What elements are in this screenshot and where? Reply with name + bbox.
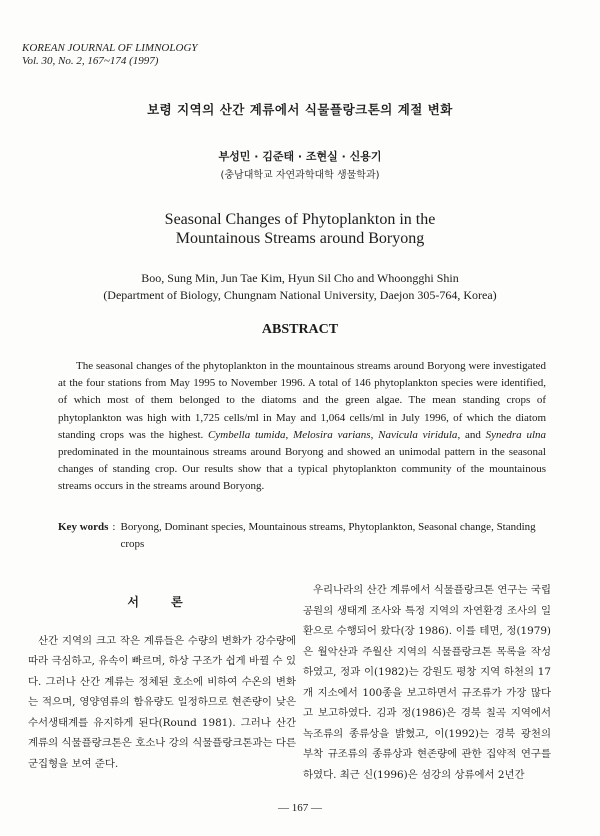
body-left-column	[28, 578, 296, 774]
english-authors: Boo, Sung Min, Jun Tae Kim, Hyun Sil Cho and Whoongghi Shin	[141, 271, 459, 285]
species-name: Synedra ulna	[485, 428, 547, 441]
abstract-body	[58, 358, 546, 496]
keywords-label: Key words	[58, 521, 109, 533]
keywords-separator: :	[112, 521, 116, 533]
english-affiliation: (Department of Biology, Chungnam National University, Daejon 305-764, Korea)	[103, 288, 497, 302]
english-title	[0, 210, 600, 248]
journal-volume: Vol. 30, No. 2, 167~174 (1997)	[22, 55, 159, 67]
korean-authors: 부성민 · 김준태 · 조현실 · 신용기	[218, 150, 382, 163]
body-paragraph: 산간 지역의 크고 작은 계류들은 수량의 변화가 강수량에 따라 극심하고, 유속이 빠르며, 하상 구조가 쉽게 바뀔 수 있다. 그러나 산간 계류는 정체된 호소에 비하여 수온의 변화는 적으며, 영양염류의 함유량도 일정하므로 현존량이 낮은 수서생태계를 유지하게 된다(Round 1981). 그러나 산간 계류의 식물플랑크톤은 호소나 강의 식물플랑크톤과는 다른 군집형을 보여 준다.	[28, 634, 296, 770]
abstract-heading: ABSTRACT	[261, 322, 339, 337]
abstract-conjunction: and	[464, 428, 481, 441]
species-name: Cymbella tumida	[208, 428, 286, 441]
keywords-text: Boryong, Dominant species, Mountainous streams, Phytoplankton, Seasonal change, Standing crops	[120, 521, 536, 550]
body-paragraph: 우리나라의 산간 계류에서 식물플랑크톤 연구는 국립공원의 생태계 조사와 특정 지역의 자연환경 조사의 일환으로 수행되어 왔다(장 1986). 이를 테면, 정(1979)은 월악산과 주월산 지역의 식물플랑크톤 목록을 작성하였고, 정과 이(1982)는 강원도 평창 지역 하천의 17개 지소에서 100종을 보고하면서 규조류가 가장 많다고 보고하였다. 김과 정(1986)은 경북 칠곡 지역에서 녹조류의 종류상을 밝혔고, 이(1992)는 경북 광천의 부착 규조류의 종류상과 현존량에 관한 집약적 연구를 하였다. 최근 신(1996)은 섬강의 상류에서 2년간	[303, 584, 551, 781]
species-name: Melosira varians	[293, 428, 371, 441]
keywords	[58, 519, 546, 553]
section-heading-introduction: 서 론	[127, 595, 197, 609]
english-title-line1: Seasonal Changes of Phytoplankton in the	[164, 211, 436, 228]
korean-affiliation: (충남대학교 자연과학대학 생물학과)	[220, 170, 380, 181]
english-title-line2: Mountainous Streams around Boryong	[175, 230, 425, 247]
korean-title: 보령 지역의 산간 계류에서 식물플랑크톤의 계절 변화	[147, 102, 453, 117]
body-right-column	[303, 580, 551, 785]
abstract-text-part2: predominated in the mountainous streams around Boryong and showed an unimodal pattern in the seasonal changes of standing crop. Our results show that a typical phytoplankton community of the mountainous streams occurs in the streams around Boryong.	[58, 446, 546, 493]
abstract-paragraph: The seasonal changes of the phytoplankton in the mountainous streams around Boryong were investigated at the four stations from May 1995 to November 1996. A total of 146 phytoplankton species were identified, of which most of them belonged to the diatoms and the green algae. The mean standing crops of phytoplankton was high with 1,725 cells/ml in May and 1,064 cells/ml in July 1996, of which the diatom standing crops was the highest. Cymbella tumida, Melosira varians, Navicula viridula, and Synedra ulna predominated in the mountainous streams around Boryong and showed an unimodal pattern in the seasonal changes of standing crop. Our results show that a typical phytoplankton community of the mountainous streams occurs in the streams around Boryong.	[58, 360, 547, 493]
species-name: Navicula viridula	[378, 428, 458, 441]
journal-name: KOREAN JOURNAL OF LIMNOLOGY	[22, 42, 198, 54]
english-author-block	[0, 270, 600, 304]
abstract-text-part1: The seasonal changes of the phytoplankton in the mountainous streams around Boryong were investigated at the four stations from May 1995 to November 1996. A total of 146 phytoplankton species were identified, of which most of them belonged to the diatoms and the green algae. The mean standing crops of phytoplankton was high with 1,725 cells/ml in May and 1,064 cells/ml in July 1996, of which the diatom standing crops was the highest.	[58, 360, 546, 441]
journal-header	[22, 42, 198, 68]
page-number: — 167 —	[278, 802, 322, 814]
